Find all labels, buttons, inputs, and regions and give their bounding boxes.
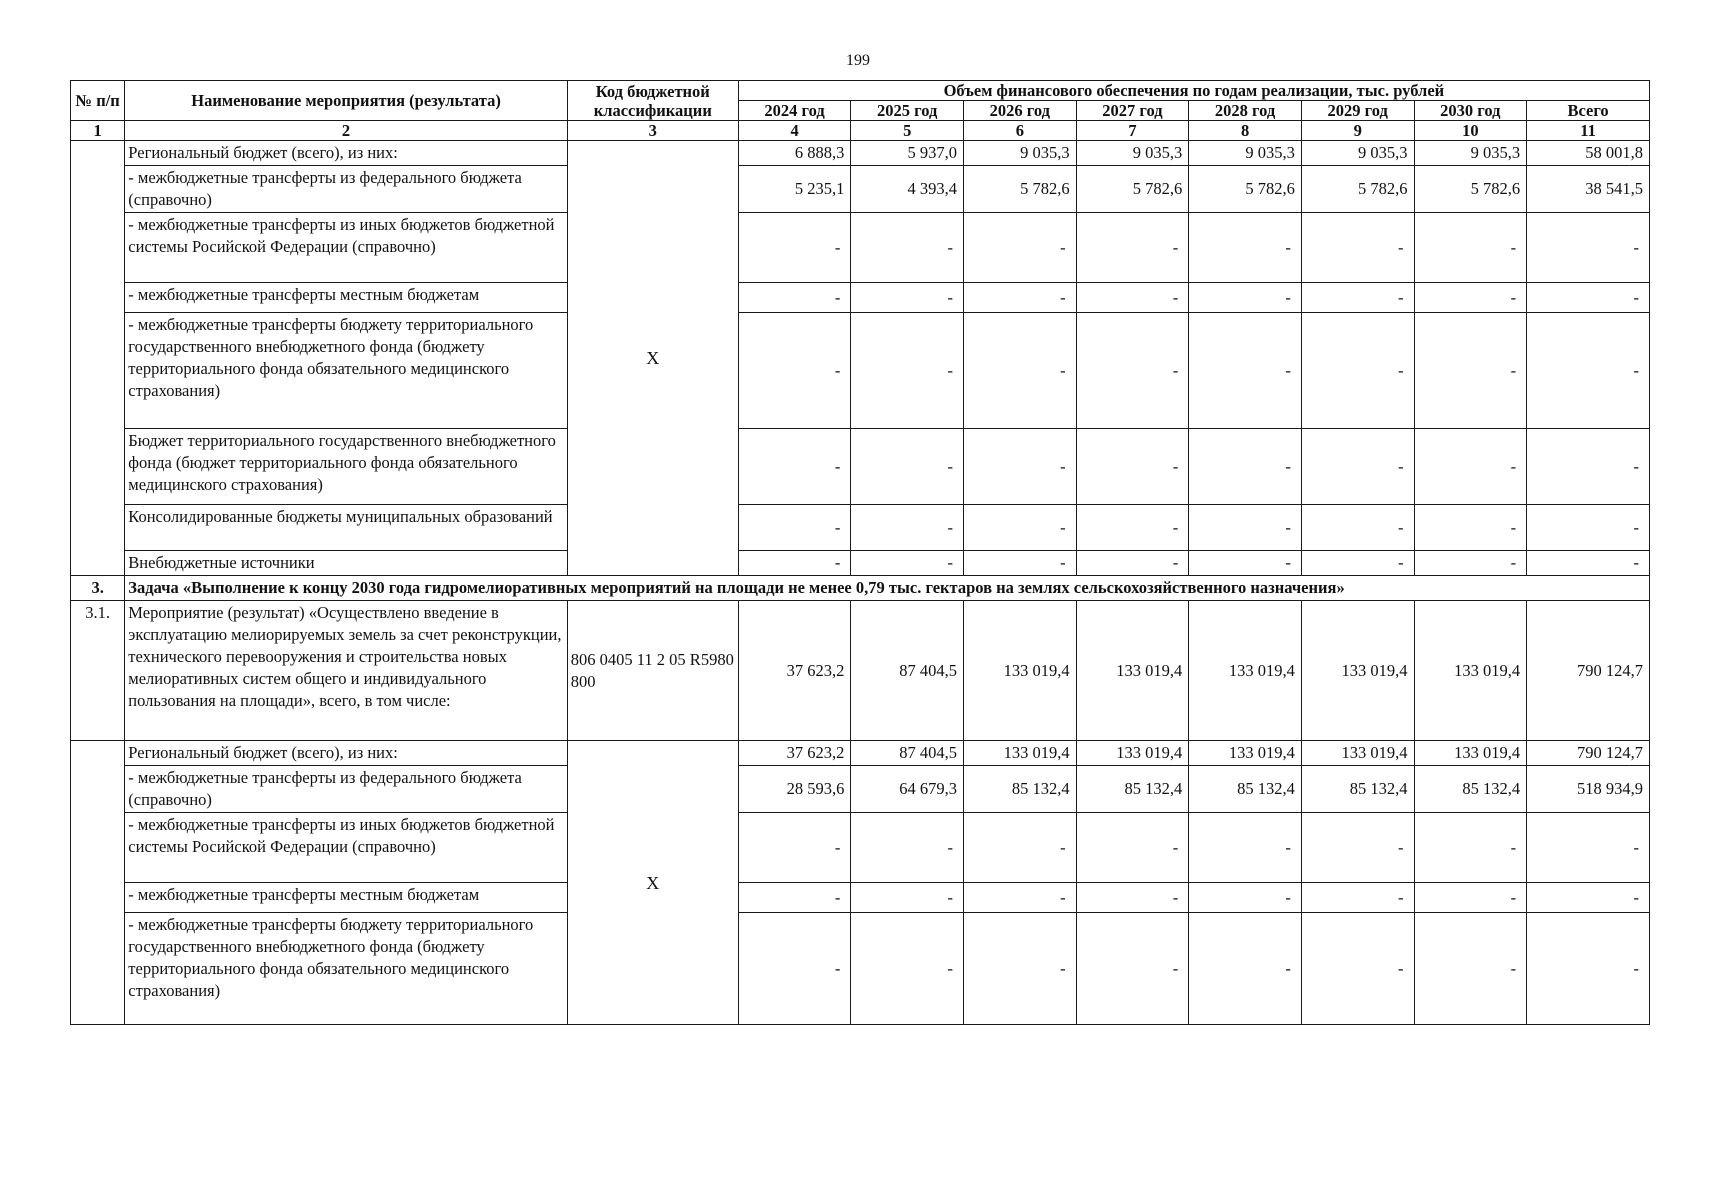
budget-total-value: - <box>1527 429 1650 505</box>
budget-year-value: - <box>851 883 964 913</box>
budget-year-value: 133 019,4 <box>1076 741 1189 766</box>
column-number-row <box>71 121 1650 141</box>
budget-year-value: - <box>851 813 964 883</box>
budget-year-value: - <box>1076 283 1189 313</box>
task-body <box>71 576 1650 741</box>
budget-year-value: - <box>1414 813 1527 883</box>
header-year: 2025 год <box>851 101 964 121</box>
column-number: 5 <box>851 121 964 141</box>
column-number: 4 <box>738 121 851 141</box>
budget-row <box>71 741 1650 766</box>
budget-year-value: - <box>851 913 964 1025</box>
measure-value: 133 019,4 <box>964 601 1077 741</box>
budget-source-name: - межбюджетные трансферты из федерального бюджета (справочно) <box>125 766 568 813</box>
budget-year-value: 6 888,3 <box>738 141 851 166</box>
budget-row <box>71 505 1650 551</box>
budget-source-name: Региональный бюджет (всего), из них: <box>125 741 568 766</box>
column-number: 2 <box>125 121 568 141</box>
budget-year-value: - <box>1189 913 1302 1025</box>
budget-row <box>71 283 1650 313</box>
financing-table <box>70 80 1650 1025</box>
budget-year-value: 9 035,3 <box>1189 141 1302 166</box>
budget-year-value: - <box>738 313 851 429</box>
budget-year-value: - <box>1414 913 1527 1025</box>
budget-year-value: - <box>1301 883 1414 913</box>
budget-total-value: - <box>1527 813 1650 883</box>
budget-total-value: 790 124,7 <box>1527 741 1650 766</box>
budget-year-value: - <box>851 551 964 576</box>
column-number: 8 <box>1189 121 1302 141</box>
row-number-empty <box>71 741 125 1025</box>
header-name: Наименование мероприятия (результата) <box>125 81 568 121</box>
header-year: 2026 год <box>964 101 1077 121</box>
budget-year-value: 5 782,6 <box>1414 166 1527 213</box>
budget-year-value: 133 019,4 <box>964 741 1077 766</box>
budget-year-value: - <box>1301 313 1414 429</box>
budget-year-value: - <box>1414 505 1527 551</box>
budget-source-name: Бюджет территориального государственного внебюджетного фонда (бюджет территориального фонда обязательного медицинского страхования) <box>125 429 568 505</box>
budget-year-value: - <box>1189 429 1302 505</box>
budget-year-value: - <box>738 913 851 1025</box>
budget-row <box>71 141 1650 166</box>
budget-year-value: - <box>1414 551 1527 576</box>
budget-year-value: - <box>1301 213 1414 283</box>
budget-code-x: X <box>567 141 738 576</box>
budget-year-value: - <box>964 213 1077 283</box>
budget-year-value: - <box>1076 551 1189 576</box>
column-number: 6 <box>964 121 1077 141</box>
budget-year-value: - <box>738 429 851 505</box>
budget-year-value: 5 782,6 <box>1076 166 1189 213</box>
budget-year-value: - <box>1076 313 1189 429</box>
header-volume: Объем финансового обеспечения по годам реализации, тыс. рублей <box>738 81 1649 101</box>
budget-year-value: - <box>1414 313 1527 429</box>
budget-total-value: - <box>1527 283 1650 313</box>
budget-source-name: - межбюджетные трансферты из иных бюджетов бюджетной системы Росийской Федерации (справочно) <box>125 213 568 283</box>
budget-year-value: - <box>738 283 851 313</box>
measure-value: 87 404,5 <box>851 601 964 741</box>
header-year: 2030 год <box>1414 101 1527 121</box>
budget-year-value: - <box>1076 429 1189 505</box>
budget-year-value: 9 035,3 <box>964 141 1077 166</box>
budget-year-value: - <box>1076 213 1189 283</box>
budget-year-value: 5 782,6 <box>964 166 1077 213</box>
budget-year-value: - <box>1414 883 1527 913</box>
budget-year-value: 37 623,2 <box>738 741 851 766</box>
budget-total-value: - <box>1527 213 1650 283</box>
budget-year-value: - <box>964 283 1077 313</box>
budget-year-value: - <box>964 883 1077 913</box>
budget-total-value: - <box>1527 313 1650 429</box>
block1-body <box>71 141 1650 576</box>
budget-year-value: - <box>1301 913 1414 1025</box>
header-year: 2028 год <box>1189 101 1302 121</box>
budget-year-value: - <box>1414 213 1527 283</box>
budget-source-name: Региональный бюджет (всего), из них: <box>125 141 568 166</box>
column-number: 1 <box>71 121 125 141</box>
budget-year-value: - <box>1189 313 1302 429</box>
budget-year-value: - <box>964 429 1077 505</box>
budget-source-name: - межбюджетные трансферты из иных бюджетов бюджетной системы Росийской Федерации (справочно) <box>125 813 568 883</box>
measure-name: Мероприятие (результат) «Осуществлено введение в эксплуатацию мелиорируемых земель за счет реконструкции, технического перевооружения и строительства новых мелиоративных систем общего и индивидуального пользования на площади», всего, в том числе: <box>125 601 568 741</box>
budget-year-value: 5 782,6 <box>1301 166 1414 213</box>
budget-year-value: - <box>964 913 1077 1025</box>
budget-year-value: 85 132,4 <box>1301 766 1414 813</box>
column-number: 7 <box>1076 121 1189 141</box>
budget-year-value: - <box>964 551 1077 576</box>
measure-number: 3.1. <box>71 601 125 741</box>
budget-year-value: - <box>1301 505 1414 551</box>
budget-row <box>71 313 1650 429</box>
budget-year-value: 85 132,4 <box>1189 766 1302 813</box>
header-number: № п/п <box>71 81 125 121</box>
budget-row <box>71 883 1650 913</box>
block2-body <box>71 741 1650 1025</box>
financing-table-container <box>70 80 1650 1025</box>
budget-row <box>71 766 1650 813</box>
budget-row <box>71 913 1650 1025</box>
budget-total-value: 38 541,5 <box>1527 166 1650 213</box>
budget-total-value: - <box>1527 913 1650 1025</box>
budget-source-name: - межбюджетные трансферты местным бюджетам <box>125 283 568 313</box>
budget-year-value: 9 035,3 <box>1414 141 1527 166</box>
measure-value: 133 019,4 <box>1189 601 1302 741</box>
budget-year-value: 133 019,4 <box>1189 741 1302 766</box>
budget-source-name: - межбюджетные трансферты местным бюджетам <box>125 883 568 913</box>
budget-year-value: - <box>1076 505 1189 551</box>
budget-row <box>71 429 1650 505</box>
budget-total-value: 518 934,9 <box>1527 766 1650 813</box>
budget-year-value: - <box>1189 883 1302 913</box>
budget-total-value: - <box>1527 505 1650 551</box>
budget-year-value: - <box>738 813 851 883</box>
budget-source-name: - межбюджетные трансферты из федерального бюджета (справочно) <box>125 166 568 213</box>
budget-year-value: - <box>851 505 964 551</box>
budget-year-value: - <box>738 213 851 283</box>
budget-year-value: - <box>1414 283 1527 313</box>
budget-year-value: - <box>1301 429 1414 505</box>
budget-year-value: - <box>851 429 964 505</box>
budget-year-value: - <box>738 505 851 551</box>
measure-total: 790 124,7 <box>1527 601 1650 741</box>
budget-row <box>71 813 1650 883</box>
budget-year-value: - <box>1301 551 1414 576</box>
measure-value: 37 623,2 <box>738 601 851 741</box>
budget-total-value: - <box>1527 551 1650 576</box>
header-code: Код бюджетной классификации <box>567 81 738 121</box>
budget-year-value: 85 132,4 <box>964 766 1077 813</box>
budget-year-value: - <box>1076 883 1189 913</box>
column-number: 10 <box>1414 121 1527 141</box>
budget-year-value: - <box>1301 283 1414 313</box>
budget-source-name: - межбюджетные трансферты бюджету территориального государственного внебюджетного фонда (бюджету территориального фонда обязательного медицинского страхования) <box>125 313 568 429</box>
budget-year-value: 9 035,3 <box>1076 141 1189 166</box>
budget-year-value: 4 393,4 <box>851 166 964 213</box>
budget-year-value: 85 132,4 <box>1076 766 1189 813</box>
budget-year-value: - <box>851 283 964 313</box>
task-number: 3. <box>71 576 125 601</box>
budget-year-value: 87 404,5 <box>851 741 964 766</box>
budget-code-x: X <box>567 741 738 1025</box>
row-number-empty <box>71 141 125 576</box>
task-row <box>71 576 1650 601</box>
budget-year-value: - <box>1301 813 1414 883</box>
budget-year-value: 133 019,4 <box>1301 741 1414 766</box>
measure-code: 806 0405 11 2 05 R5980 800 <box>567 601 738 741</box>
budget-year-value: - <box>1189 283 1302 313</box>
budget-year-value: - <box>964 813 1077 883</box>
budget-total-value: 58 001,8 <box>1527 141 1650 166</box>
budget-source-name: Внебюджетные источники <box>125 551 568 576</box>
budget-year-value: - <box>738 551 851 576</box>
page-number: 199 <box>846 52 870 69</box>
budget-year-value: - <box>964 313 1077 429</box>
column-number: 9 <box>1301 121 1414 141</box>
budget-year-value: - <box>964 505 1077 551</box>
budget-year-value: - <box>1189 551 1302 576</box>
budget-year-value: - <box>1076 813 1189 883</box>
budget-year-value: 64 679,3 <box>851 766 964 813</box>
budget-year-value: - <box>1076 913 1189 1025</box>
budget-year-value: - <box>1189 813 1302 883</box>
budget-year-value: - <box>851 313 964 429</box>
task-title: Задача «Выполнение к концу 2030 года гидромелиоративных мероприятий на площади не менее 0,79 тыс. гектаров на землях сельскохозяйственного назначения» <box>125 576 1650 601</box>
column-number: 11 <box>1527 121 1650 141</box>
budget-year-value: 5 782,6 <box>1189 166 1302 213</box>
measure-value: 133 019,4 <box>1301 601 1414 741</box>
budget-year-value: - <box>1189 213 1302 283</box>
budget-year-value: 5 937,0 <box>851 141 964 166</box>
measure-row <box>71 601 1650 741</box>
budget-year-value: - <box>1189 505 1302 551</box>
header-year: 2029 год <box>1301 101 1414 121</box>
budget-row <box>71 551 1650 576</box>
budget-year-value: - <box>1414 429 1527 505</box>
budget-total-value: - <box>1527 883 1650 913</box>
header-year: 2024 год <box>738 101 851 121</box>
header-year: 2027 год <box>1076 101 1189 121</box>
column-number: 3 <box>567 121 738 141</box>
budget-year-value: 9 035,3 <box>1301 141 1414 166</box>
budget-source-name: - межбюджетные трансферты бюджету территориального государственного внебюджетного фонда (бюджету территориального фонда обязательного медицинского страхования) <box>125 913 568 1025</box>
budget-year-value: - <box>851 213 964 283</box>
budget-row <box>71 213 1650 283</box>
measure-value: 133 019,4 <box>1414 601 1527 741</box>
measure-value: 133 019,4 <box>1076 601 1189 741</box>
budget-year-value: - <box>738 883 851 913</box>
header-total: Всего <box>1527 101 1650 121</box>
budget-year-value: 85 132,4 <box>1414 766 1527 813</box>
budget-source-name: Консолидированные бюджеты муниципальных образований <box>125 505 568 551</box>
budget-year-value: 133 019,4 <box>1414 741 1527 766</box>
budget-year-value: 28 593,6 <box>738 766 851 813</box>
budget-row <box>71 166 1650 213</box>
budget-year-value: 5 235,1 <box>738 166 851 213</box>
